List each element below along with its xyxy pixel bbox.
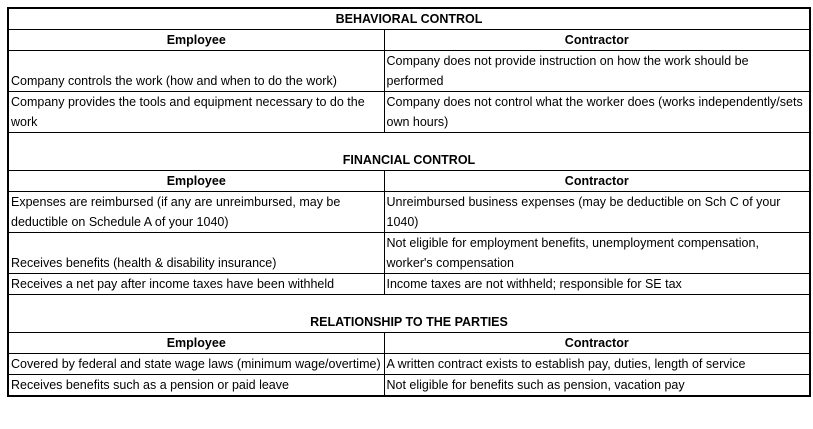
contractor-cell: A written contract exists to establish pay, duties, length of service bbox=[384, 354, 810, 375]
employee-header: Employee bbox=[8, 333, 384, 354]
contractor-header: Contractor bbox=[384, 333, 810, 354]
contractor-cell: Not eligible for benefits such as pension, vacation pay bbox=[384, 375, 810, 397]
contractor-header: Contractor bbox=[384, 171, 810, 192]
column-header-row bbox=[8, 171, 810, 192]
employee-header: Employee bbox=[8, 30, 384, 51]
employee-cell: Receives benefits (health & disability insurance) bbox=[8, 233, 384, 274]
contractor-cell: Company does not control what the worker does (works independently/sets own hours) bbox=[384, 92, 810, 133]
employee-cell: Receives a net pay after income taxes have been withheld bbox=[8, 274, 384, 295]
spacer-row bbox=[8, 295, 810, 313]
section-title-behavioral: BEHAVIORAL CONTROL bbox=[8, 8, 810, 30]
section-title-row bbox=[8, 312, 810, 333]
section-title-relationship: RELATIONSHIP TO THE PARTIES bbox=[8, 312, 810, 333]
employee-cell: Company controls the work (how and when to do the work) bbox=[8, 51, 384, 92]
comparison-sheet bbox=[7, 7, 809, 397]
employee-cell: Expenses are reimbursed (if any are unreimbursed, may be deductible on Schedule A of your 1040) bbox=[8, 192, 384, 233]
column-header-row bbox=[8, 30, 810, 51]
table-row bbox=[8, 354, 810, 375]
contractor-cell: Company does not provide instruction on how the work should be performed bbox=[384, 51, 810, 92]
table-row bbox=[8, 274, 810, 295]
table-row bbox=[8, 233, 810, 274]
contractor-cell: Income taxes are not withheld; responsible for SE tax bbox=[384, 274, 810, 295]
employee-header: Employee bbox=[8, 171, 384, 192]
table-row bbox=[8, 92, 810, 133]
spacer-cell bbox=[8, 133, 810, 151]
spacer-row bbox=[8, 133, 810, 151]
section-title-row bbox=[8, 150, 810, 171]
column-header-row bbox=[8, 333, 810, 354]
table-row bbox=[8, 375, 810, 397]
section-title-financial: FINANCIAL CONTROL bbox=[8, 150, 810, 171]
employee-cell: Covered by federal and state wage laws (minimum wage/overtime) bbox=[8, 354, 384, 375]
employee-cell: Company provides the tools and equipment necessary to do the work bbox=[8, 92, 384, 133]
section-title-row bbox=[8, 8, 810, 30]
contractor-header: Contractor bbox=[384, 30, 810, 51]
employee-vs-contractor-table bbox=[7, 7, 811, 397]
employee-cell: Receives benefits such as a pension or paid leave bbox=[8, 375, 384, 397]
spacer-cell bbox=[8, 295, 810, 313]
contractor-cell: Not eligible for employment benefits, unemployment compensation, worker's compensation bbox=[384, 233, 810, 274]
table-row bbox=[8, 192, 810, 233]
contractor-cell: Unreimbursed business expenses (may be deductible on Sch C of your 1040) bbox=[384, 192, 810, 233]
table-row bbox=[8, 51, 810, 92]
